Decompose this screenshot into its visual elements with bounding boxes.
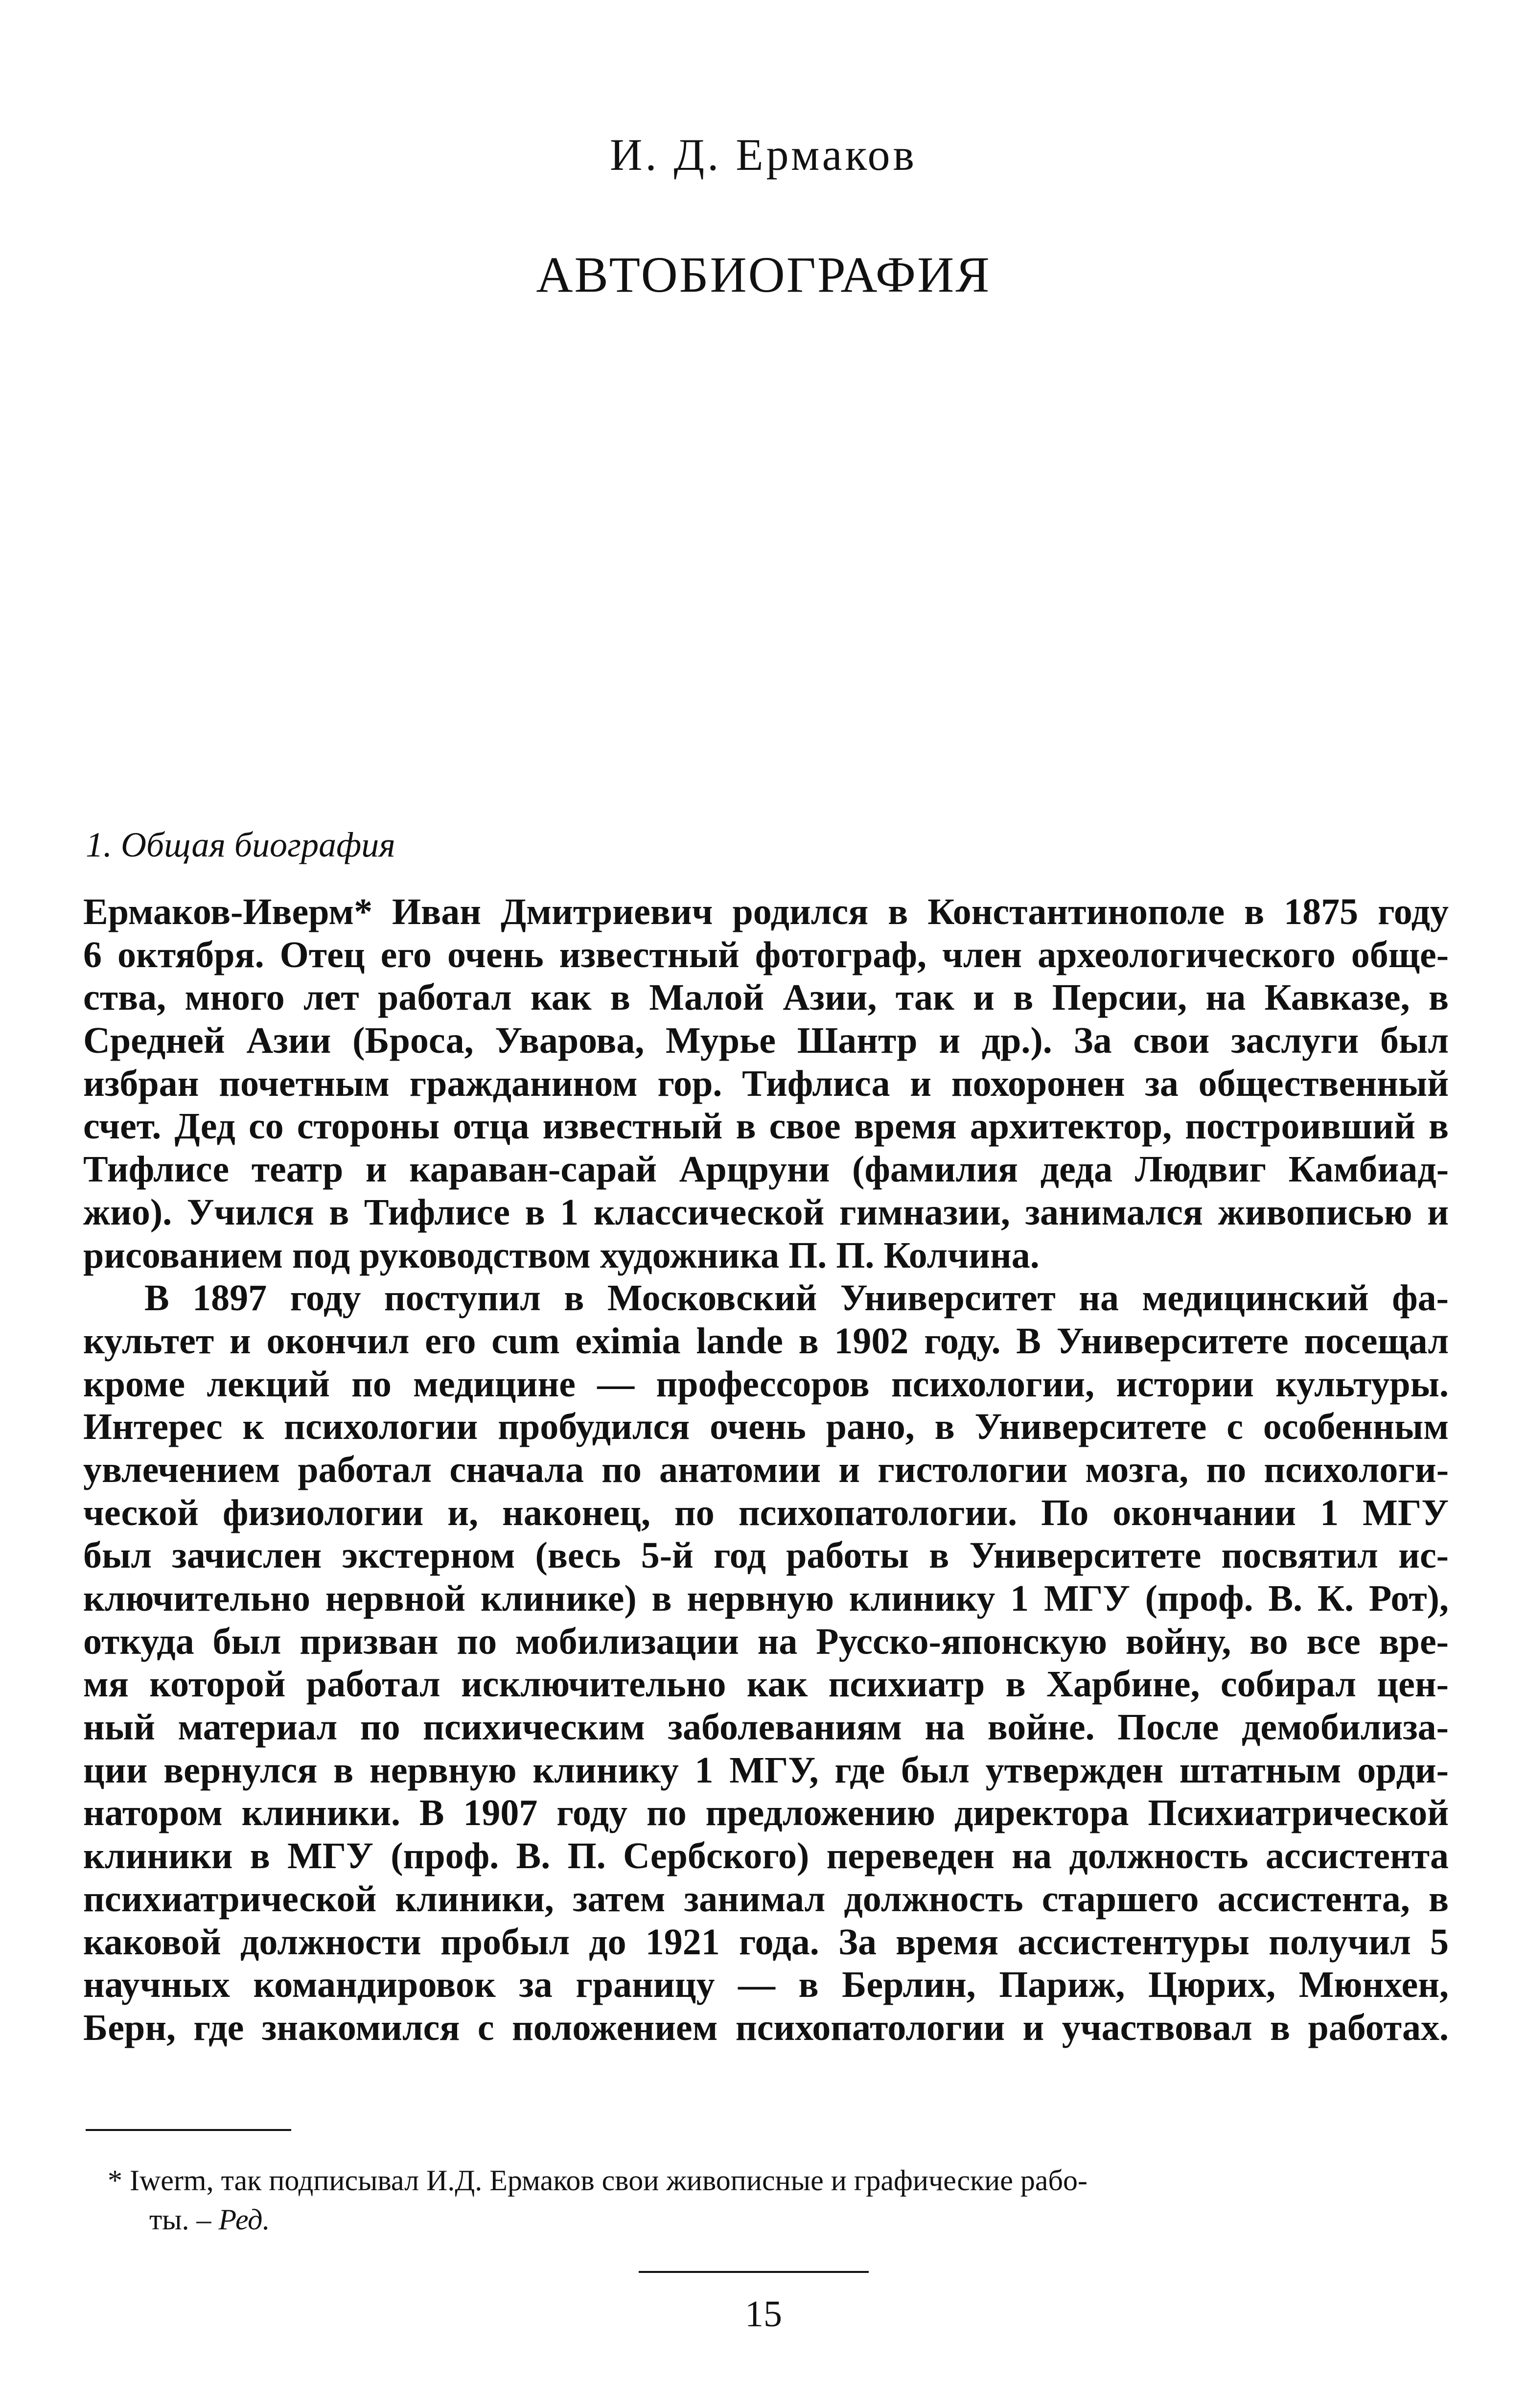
chapter-title: АВТОБИОГРАФИЯ [536,247,991,303]
body-text [83,891,1449,2050]
body-line: счет. Дед со стороны отца известный в свое время архитектор, построивший в [83,1106,1449,1147]
body-line: ный материал по психическим заболеваниям на войне. После демобилиза- [83,1707,1449,1748]
body-line: ции вернулся в нервную клинику 1 МГУ, где был утвержден штатным орди- [83,1749,1449,1791]
body-line: мя которой работал исключительно как психиатр в Харбине, собирал цен- [83,1664,1449,1705]
body-line: откуда был призван по мобилизации на Русско-японскую войну, во все вре- [83,1621,1449,1662]
body-line: Тифлисе театр и караван-сарай Арцруни (фамилия деда Людвиг Камбиад- [83,1149,1449,1190]
body-line: Берн, где знакомился с положением психопатологии и участвовал в работах. [83,2007,1449,2048]
footnote-line: * Iwerm, так подписывал И.Д. Ермаков свои живописные и графические рабо- [108,2164,1088,2197]
footnote-line-text: ты. – [149,2203,219,2236]
page-number-divider [639,2271,869,2273]
body-line: ства, много лет работал как в Малой Азии, так и в Персии, на Кавказе, в [83,977,1449,1019]
body-line: клиники в МГУ (проф. В. П. Сербского) переведен на должность ассистента [83,1835,1449,1877]
footnote-line [108,2200,1361,2239]
body-line: ческой физиологии и, наконец, по психопатологии. По окончании 1 МГУ [83,1492,1449,1533]
section-heading: 1. Общая биография [86,825,395,864]
body-line: Ермаков-Иверм* Иван Дмитриевич родился в Константинополе в 1875 году [83,891,1449,932]
body-line: каковой должности пробыл до 1921 года. За время ассистентуры получил 5 [83,1921,1449,1963]
footnote [108,2161,1361,2239]
author-name: И. Д. Ермаков [610,130,917,180]
body-line: 6 октября. Отец его очень известный фотограф, член археологического обще- [83,934,1449,975]
body-line: ключительно нервной клинике) в нервную клинику 1 МГУ (проф. В. К. Рот), [83,1578,1449,1619]
body-line: кроме лекций по медицине — профессоров психологии, истории культуры. [83,1363,1449,1405]
body-line: научных командировок за границу — в Берлин, Париж, Цюрих, Мюнхен, [83,1964,1449,2006]
editor-mark: Ред. [218,2203,270,2236]
body-line: избран почетным гражданином гор. Тифлиса и похоронен за общественный [83,1063,1449,1104]
body-line: натором клиники. В 1907 году по предложению директора Психиатрической [83,1792,1449,1834]
body-line: культет и окончил его cum eximia lande в 1902 году. В Университете посещал [83,1320,1449,1362]
body-line: В 1897 году поступил в Московский Университет на медицинский фа- [144,1277,1449,1319]
body-line: Интерес к психологии пробудился очень рано, в Университете с особенным [83,1406,1449,1448]
body-line: психиатрической клиники, затем занимал должность старшего ассистента, в [83,1878,1449,1920]
body-line: рисованием под руководством художника П. П. Колчина. [83,1234,1040,1276]
body-line: Средней Азии (Броса, Уварова, Мурье Шантр и др.). За свои заслуги был [83,1020,1449,1062]
page-number: 15 [745,2293,782,2335]
body-line: жио). Учился в Тифлисе в 1 классической гимназии, занимался живописью и [83,1191,1449,1233]
body-line: увлечением работал сначала по анатомии и гистологии мозга, по психологи- [83,1449,1449,1490]
body-line: был зачислен экстерном (весь 5-й год работы в Университете посвятил ис- [83,1535,1449,1576]
footnote-divider [86,2129,291,2131]
